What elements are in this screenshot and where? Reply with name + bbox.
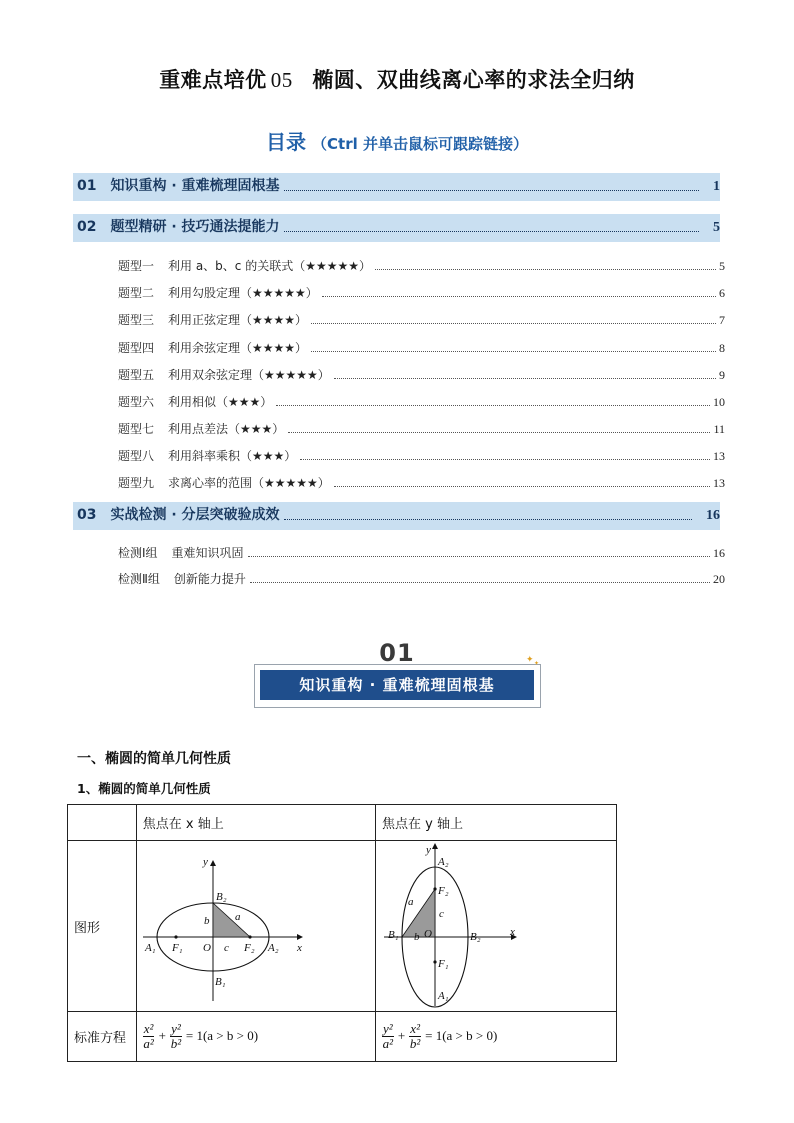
toc-item-link[interactable] (118, 446, 725, 464)
toc-leader-dots (334, 377, 716, 379)
toc-leader-dots (250, 581, 710, 583)
toc-page-number: 1 (713, 179, 720, 194)
equation-focus-x: $\frac{\text{x²}}{\text{a²}}$ + $\frac{\text{y²}}{\text{b²}}$ = 1(a > b > 0) (136, 1012, 375, 1062)
axis-label-x: x (296, 942, 302, 954)
ellipse-x-diagram (137, 841, 374, 1011)
sparkle-icon: ✦ (526, 655, 534, 665)
toc-page-number: 5 (719, 259, 725, 273)
toc-number: 题型九 (118, 476, 155, 490)
sparkle-icon: ✦ (534, 660, 540, 667)
fraction: $\frac{\text{y²}}{\text{b²}}$ (170, 1021, 182, 1051)
point-F2: F₂ (243, 942, 255, 954)
table-row (68, 841, 617, 1012)
toc-label (118, 544, 244, 561)
row-label-equation: 标准方程 (68, 1012, 137, 1062)
toc-label (118, 366, 330, 383)
toc-page-number: 9 (719, 368, 725, 382)
point-F1: F₁ (171, 942, 183, 954)
header-focus-x: 焦点在 x 轴上 (136, 805, 375, 841)
toc-item-link[interactable] (118, 392, 725, 410)
toc-leader-dots (276, 404, 710, 406)
toc-leader-dots (284, 189, 699, 191)
title-number: 05 (270, 68, 293, 92)
toc-leader-dots (300, 458, 710, 460)
toc-label (118, 284, 318, 301)
ellipse-y-diagram (376, 841, 616, 1011)
axis-label-x: x (510, 926, 515, 938)
toc-number: 题型七 (118, 422, 155, 436)
toc-leader-dots (284, 518, 692, 520)
toc-leader-dots (284, 230, 699, 232)
point-A1: A₁ (144, 942, 156, 954)
axis-label-y: y (202, 856, 208, 868)
toc-leader-dots (375, 268, 716, 270)
figure-ellipse-y (376, 841, 617, 1012)
toc-label (118, 311, 307, 328)
title-prefix: 重难点培优 (159, 68, 267, 92)
label-b: b (414, 931, 420, 943)
toc-label (118, 474, 330, 491)
toc-label (118, 447, 296, 464)
toc-title: 利用余弦定理（★★★★） (168, 341, 308, 355)
point-B1: B₁ (214, 976, 226, 988)
toc-title: 重难知识巩固 (171, 546, 244, 560)
toc-number: 题型一 (118, 259, 155, 273)
section-number: 01 (379, 639, 415, 667)
toc-label (118, 339, 307, 356)
toc-number: 检测Ⅰ组 (118, 546, 158, 560)
title-subject: 椭圆、双曲线离心率的求法全归纳 (312, 68, 635, 92)
toc-label (118, 257, 371, 274)
toc-number: 02 (77, 219, 97, 235)
toc-heading-main: 目录 (266, 130, 307, 154)
toc-page-number: 13 (713, 449, 725, 463)
point-B2: B₂ (470, 931, 481, 943)
toc-number: 题型三 (118, 313, 155, 327)
label-a: a (234, 911, 241, 923)
toc-page-number: 8 (719, 341, 725, 355)
ellipse-properties-table (67, 804, 617, 1062)
toc-leader-dots (334, 485, 710, 487)
point-A1: A₁ (438, 990, 449, 1002)
toc-heading-hint: （Ctrl 并单击鼠标可跟踪链接） (312, 135, 528, 153)
label-b: b (203, 915, 210, 927)
toc-leader-dots (288, 431, 710, 433)
toc-title: 创新能力提升 (173, 572, 246, 586)
label-c: c (223, 942, 229, 954)
toc-label (77, 175, 280, 195)
fraction: $\frac{\text{x²}}{\text{a²}}$ (143, 1021, 154, 1051)
toc-title: 实战检测 · 分层突破验成效 (110, 507, 280, 523)
fraction: $\frac{\text{x²}}{\text{b²}}$ (409, 1021, 421, 1051)
toc-page-number: 13 (713, 476, 725, 490)
label-c: c (439, 908, 444, 920)
toc-title: 利用相似（★★★） (168, 395, 273, 409)
toc-leader-dots (311, 322, 716, 324)
equation-focus-y: $\frac{\text{y²}}{\text{a²}}$ + $\frac{\text{x²}}{\text{b²}}$ = 1(a > b > 0) (376, 1012, 617, 1062)
toc-number: 题型五 (118, 368, 155, 382)
toc-item-link[interactable] (118, 419, 725, 437)
toc-item-link[interactable] (118, 543, 725, 561)
toc-number: 题型四 (118, 341, 155, 355)
point-B1: B₁ (388, 929, 399, 941)
toc-label (118, 420, 284, 437)
toc-item-link[interactable] (118, 310, 725, 328)
fraction: $\frac{\text{y²}}{\text{a²}}$ (382, 1021, 394, 1051)
toc-number: 01 (77, 178, 97, 194)
label-a: a (408, 896, 414, 908)
toc-number: 03 (77, 507, 97, 523)
toc-page-number: 11 (713, 422, 725, 436)
section-banner (254, 655, 541, 708)
toc-title: 利用双余弦定理（★★★★★） (168, 368, 330, 382)
toc-number: 检测Ⅱ组 (118, 572, 160, 586)
toc-title: 利用 a、b、c 的关联式（★★★★★） (168, 259, 372, 273)
toc-section-link[interactable] (73, 214, 720, 242)
header-focus-y: 焦点在 y 轴上 (376, 805, 617, 841)
table-row (68, 1012, 617, 1062)
toc-page-number: 5 (713, 220, 720, 235)
toc-number: 题型八 (118, 449, 155, 463)
toc-title: 利用斜率乘积（★★★） (168, 449, 297, 463)
toc-page-number: 16 (706, 508, 720, 523)
toc-label (118, 570, 246, 587)
toc-item-link[interactable] (118, 473, 725, 491)
toc-page-number: 6 (719, 286, 725, 300)
toc-item-link[interactable] (118, 569, 725, 587)
toc-page-number: 7 (719, 313, 725, 327)
toc-title: 题型精研 · 技巧通法提能力 (110, 219, 280, 235)
toc-number: 题型二 (118, 286, 155, 300)
toc-title: 求离心率的范围（★★★★★） (168, 476, 330, 490)
point-B2: B₂ (215, 891, 227, 903)
point-A2: A₂ (267, 942, 279, 954)
toc-page-number: 20 (713, 572, 725, 586)
point-A2: A₂ (438, 856, 449, 868)
axis-label-y: y (426, 844, 431, 856)
toc-title: 利用勾股定理（★★★★★） (168, 286, 318, 300)
toc-item-link[interactable] (118, 338, 725, 356)
toc-title: 知识重构 · 重难梳理固根基 (110, 178, 280, 194)
toc-item-link[interactable] (118, 256, 725, 274)
figure-ellipse-x (136, 841, 375, 1012)
toc-label (118, 393, 272, 410)
subheading-ellipse-properties: 1、椭圆的简单几何性质 (77, 781, 211, 796)
toc-section-link[interactable] (73, 502, 720, 530)
toc-title: 利用正弦定理（★★★★） (168, 313, 308, 327)
toc-number: 题型六 (118, 395, 155, 409)
row-label-figure: 图形 (68, 841, 137, 1012)
point-F1: F₁ (438, 958, 449, 970)
table-cell-empty (68, 805, 137, 841)
toc-heading (0, 126, 794, 155)
toc-leader-dots (248, 555, 710, 557)
document-title (0, 64, 794, 94)
toc-section-link[interactable] (73, 173, 720, 201)
point-F2: F₂ (438, 885, 449, 897)
toc-item-link[interactable] (118, 283, 725, 301)
toc-page-number: 16 (713, 546, 725, 560)
origin-O: O (424, 928, 432, 940)
heading-ellipse-properties: 一、椭圆的简单几何性质 (77, 751, 231, 767)
table-row (68, 805, 617, 841)
banner-label: 知识重构 · 重难梳理固根基 (260, 670, 534, 700)
toc-label (77, 504, 280, 524)
toc-item-link[interactable] (118, 365, 725, 383)
toc-page-number: 10 (713, 395, 725, 409)
toc-leader-dots (322, 295, 716, 297)
origin-O: O (202, 942, 211, 954)
toc-label (77, 216, 280, 236)
toc-title: 利用点差法（★★★） (168, 422, 285, 436)
toc-leader-dots (311, 350, 716, 352)
